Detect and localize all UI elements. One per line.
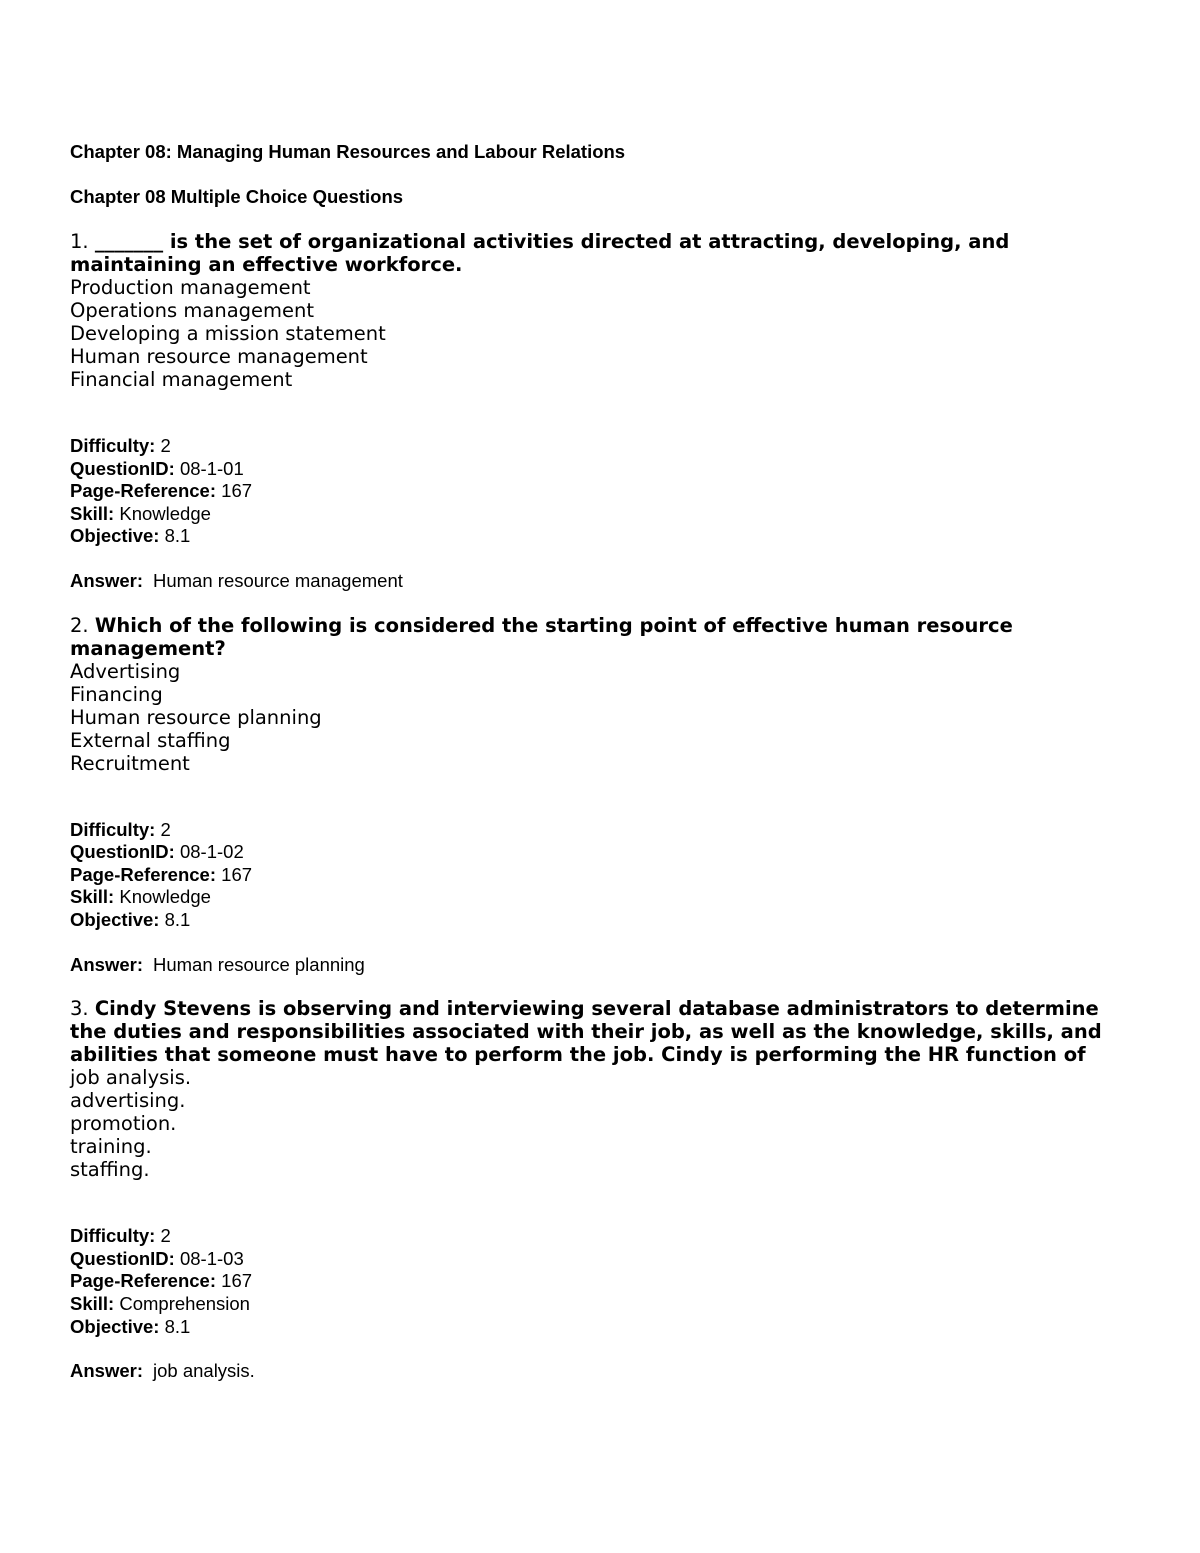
choice-item: Human resource management	[70, 345, 368, 368]
choice-list	[70, 660, 1130, 775]
choice-item: advertising.	[70, 1089, 186, 1113]
objective-label: Objective:	[70, 1315, 160, 1337]
question-id-row	[70, 841, 1130, 864]
answer-row	[70, 954, 1130, 977]
page-reference-label: Page-Reference:	[70, 1270, 217, 1292]
skill-value: Comprehension	[119, 1292, 250, 1314]
choice-item: Production management	[70, 276, 311, 299]
document-page	[70, 140, 1130, 1383]
difficulty-row	[70, 819, 1130, 842]
answer-label: Answer:	[70, 569, 143, 591]
choice-item: Recruitment	[70, 751, 190, 775]
choice-item: Financing	[70, 682, 163, 706]
choice-list	[70, 276, 1130, 391]
section-title: Chapter 08 Multiple Choice Questions	[70, 186, 404, 207]
page-reference-row	[70, 1270, 1130, 1293]
choice-item: External staffing	[70, 728, 231, 752]
question-metadata	[70, 1225, 1130, 1338]
question-stem	[70, 614, 1130, 660]
difficulty-label: Difficulty:	[70, 818, 156, 840]
skill-label: Skill:	[70, 886, 115, 908]
skill-row	[70, 1293, 1130, 1316]
question-id-label: QuestionID:	[70, 457, 175, 479]
chapter-title: Chapter 08: Managing Human Resources and Labour Relations	[70, 141, 626, 162]
choice-item: job analysis.	[70, 1066, 192, 1090]
difficulty-row	[70, 435, 1130, 458]
question-id-value: 08-1-02	[179, 841, 244, 863]
objective-label: Objective:	[70, 908, 160, 930]
difficulty-label: Difficulty:	[70, 1225, 156, 1247]
question-id-label: QuestionID:	[70, 841, 175, 863]
question-text: _______ is the set of organizational activities directed at attracting, developing, and maintaining an effective workforce.	[70, 230, 1010, 276]
difficulty-row	[70, 1225, 1130, 1248]
answer-value: job analysis.	[153, 1360, 255, 1382]
question-3	[70, 997, 1130, 1383]
question-text: Which of the following is considered the starting point of effective human resource management?	[70, 613, 1013, 660]
objective-row	[70, 1316, 1130, 1339]
question-id-value: 08-1-01	[179, 457, 244, 479]
question-stem	[70, 997, 1130, 1066]
question-stem	[70, 230, 1130, 276]
question-text: Cindy Stevens is observing and interviewing several database administrators to determine the duties and responsibilities associated with their job, as well as the knowledge, skills, and abilities that someone must have to perform the job. Cindy is performing the HR function of	[70, 997, 1102, 1067]
question-id-row	[70, 458, 1130, 481]
objective-value: 8.1	[164, 525, 191, 547]
difficulty-value: 2	[160, 818, 171, 840]
choice-list	[70, 1066, 1130, 1181]
question-id-label: QuestionID:	[70, 1247, 175, 1269]
page-reference-row	[70, 480, 1130, 503]
difficulty-value: 2	[160, 1225, 171, 1247]
page-reference-label: Page-Reference:	[70, 480, 217, 502]
choice-item: Financial management	[70, 368, 293, 391]
answer-label: Answer:	[70, 1360, 143, 1382]
question-metadata	[70, 819, 1130, 932]
objective-label: Objective:	[70, 525, 160, 547]
objective-value: 8.1	[164, 908, 191, 930]
question-number: 1.	[70, 230, 89, 253]
answer-label: Answer:	[70, 953, 143, 975]
question-2	[70, 614, 1130, 977]
objective-row	[70, 909, 1130, 932]
page-reference-value: 167	[221, 480, 253, 502]
skill-row	[70, 886, 1130, 909]
page-reference-value: 167	[221, 863, 253, 885]
choice-item: Human resource planning	[70, 705, 322, 729]
skill-value: Knowledge	[119, 886, 211, 908]
choice-item: promotion.	[70, 1112, 177, 1136]
question-id-value: 08-1-03	[179, 1247, 244, 1269]
page-reference-value: 167	[221, 1270, 253, 1292]
page-reference-label: Page-Reference:	[70, 863, 217, 885]
answer-row	[70, 1360, 1130, 1383]
difficulty-value: 2	[160, 435, 171, 456]
question-metadata	[70, 435, 1130, 548]
choice-item: staffing.	[70, 1158, 150, 1182]
skill-label: Skill:	[70, 502, 115, 524]
question-1	[70, 230, 1130, 593]
question-number: 3.	[70, 997, 89, 1021]
skill-row	[70, 503, 1130, 526]
objective-row	[70, 525, 1130, 548]
choice-item: Developing a mission statement	[70, 322, 386, 345]
objective-value: 8.1	[164, 1315, 191, 1337]
answer-row	[70, 570, 1130, 593]
page-reference-row	[70, 864, 1130, 887]
answer-value: Human resource management	[153, 569, 403, 591]
skill-value: Knowledge	[119, 502, 211, 524]
choice-item: Operations management	[70, 299, 315, 322]
difficulty-label: Difficulty:	[70, 435, 156, 456]
skill-label: Skill:	[70, 1292, 115, 1314]
question-id-row	[70, 1248, 1130, 1271]
answer-value: Human resource planning	[153, 953, 365, 975]
choice-item: Advertising	[70, 659, 181, 683]
choice-item: training.	[70, 1135, 152, 1159]
question-number: 2.	[70, 613, 89, 637]
